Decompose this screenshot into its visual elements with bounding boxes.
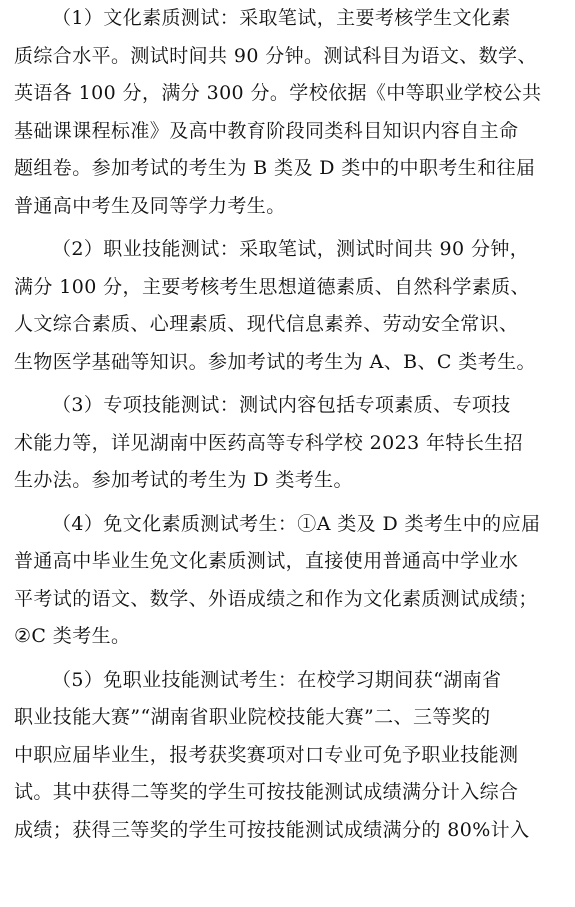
text-line: 基础课课程标准》及高中教育阶段同类科目知识内容自主命 xyxy=(14,119,519,142)
text-line: 质综合水平。测试时间共 90 分钟。测试科目为语文、数学、 xyxy=(14,44,537,67)
paragraph-culture-test xyxy=(14,0,567,225)
text-line: （1）文化素质测试：采取笔试，主要考核学生文化素 xyxy=(52,7,511,29)
text-line: 人文综合素质、心理素质、现代信息素养、劳动安全常识、 xyxy=(14,313,519,335)
paragraph-vocational-skill-test xyxy=(14,231,567,381)
text-line: 成绩；获得三等奖的学生可按技能测试成绩满分的 80%计入 xyxy=(14,818,530,841)
text-line: （4）免文化素质测试考生：①A 类及 D 类考生中的应届 xyxy=(52,512,541,535)
paragraph-skill-test-exemption xyxy=(14,662,567,850)
text-line: 普通高中考生及同等学力考生。 xyxy=(14,194,286,217)
text-line: 术能力等，详见湖南中医药高等专科学校 2023 年特长生招 xyxy=(14,431,524,454)
paragraph-culture-test-exemption xyxy=(14,506,567,656)
text-line: ②C 类考生。 xyxy=(14,625,131,647)
text-line: 普通高中毕业生免文化素质测试，直接使用普通高中学业水 xyxy=(14,550,519,572)
text-line: （3）专项技能测试：测试内容包括专项素质、专项技 xyxy=(52,394,511,416)
text-line: 生物医学基础等知识。参加考试的考生为 A、B、C 类考生。 xyxy=(14,350,536,373)
paragraph-special-skill-test xyxy=(14,387,567,500)
text-line: 试。其中获得二等奖的学生可按技能测试成绩满分计入综合 xyxy=(14,781,519,803)
text-line: 职业技能大赛”“湖南省职业院校技能大赛”二、三等奖的 xyxy=(14,706,491,728)
text-line: 平考试的语文、数学、外语成绩之和作为文化素质测试成绩； xyxy=(14,587,538,610)
text-line: （2）职业技能测试：采取笔试，测试时间共 90 分钟， xyxy=(52,238,530,260)
text-line: 满分 100 分，主要考核考生思想道德素质、自然科学素质、 xyxy=(14,275,530,298)
text-line: 中职应届毕业生，报考获奖赛项对口专业可免予职业技能测 xyxy=(14,743,519,766)
text-line: 英语各 100 分，满分 300 分。学校依据《中等职业学校公共 xyxy=(14,82,542,104)
text-line: （5）免职业技能测试考生：在校学习期间获“湖南省 xyxy=(52,668,502,691)
text-line: 题组卷。参加考试的考生为 B 类及 D 类中的中职考生和往届 xyxy=(14,157,536,179)
text-line: 生办法。参加考试的考生为 D 类考生。 xyxy=(14,469,353,491)
